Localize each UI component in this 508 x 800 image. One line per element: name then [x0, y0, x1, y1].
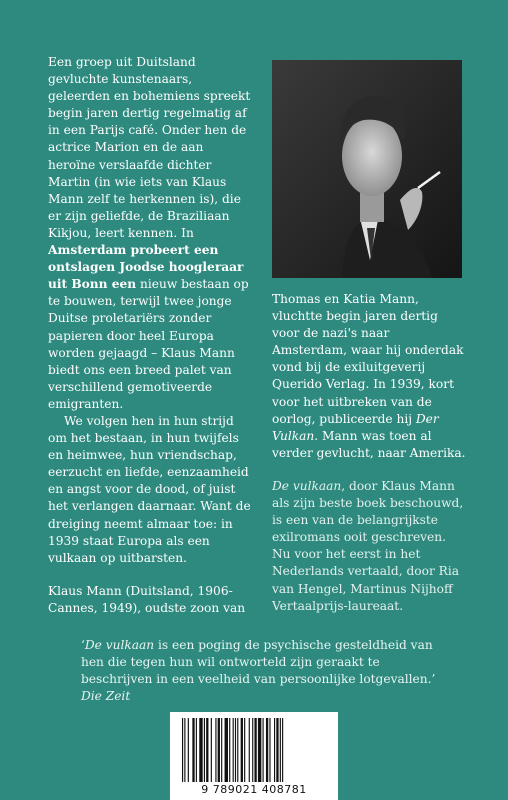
highlighted-text: Amsterdam probeert een ontslagen Joodse hoogleraar uit Bonn een	[48, 243, 244, 292]
barcode-bars	[180, 718, 328, 782]
author-bio-continued: Thomas en Katia Mann, vluchtte begin jaren dertig voor de nazi's naar Amsterdam, waar hij onderdak vond bij de exiluitgeverij Querido Verlag. In 1939, kort voor het uitbreken van de oorlog, publiceerde hij Der Vulkan. Mann was toen al verder gevlucht, naar Amerika.	[272, 292, 466, 460]
book-praise: De vulkaan, door Klaus Mann als zijn beste boek beschouwd, is een van de belangrijkste exilromans ooit geschreven. Nu voor het eerst in het Nederlands vertaald, door Ria van Hengel, Martinus Nijhoff Vertaalprijs-laureaat.	[272, 478, 464, 613]
quote-source: Die Zeit	[81, 689, 131, 704]
press-quote: ‘De vulkaan is een poging de psychische gesteldheid van hen die tegen hun wil ontworteld zijn geraakt te beschrijven in een veelheid van persoonlijke lotgevallen.’ Die Zeit	[81, 638, 436, 704]
back-cover-blurb	[48, 54, 253, 617]
author-bio	[272, 291, 468, 615]
isbn-digits: 9 789021 408781	[201, 783, 307, 796]
blurb-paragraph-2: We volgen hen in hun strijd om het bestaan, in hun twijfels en heimwee, hun vriendschap, eerzucht en liefde, eenzaamheid en angst voor de dood, of juist het verlangen daarnaar. Want de dreiging neemt almaar toe: in 1939 staat Europa als een vulkaan op uitbarsten.	[48, 413, 251, 565]
author-bio-start: Klaus Mann (Duitsland, 1906-Cannes, 1949), oudste zoon van	[48, 583, 246, 615]
isbn-barcode	[170, 712, 338, 800]
author-photo	[272, 60, 462, 278]
blurb-paragraph-1: Een groep uit Duitsland gevluchte kunstenaars, geleerden en bohemiens spreekt begin jaren dertig regelmatig af in een Parijs café. Onder hen de actrice Marion en de aan heroïne verslaafde dichter Martin (in wie iets van Klaus Mann zelf te herkennen is), die er zijn geliefde, de Braziliaan Kikjou, leert kennen. In Amsterdam probeert een ontslagen Joodse hoogleraar uit Bonn een nieuw bestaan op te bouwen, terwijl twee jonge Duitse proletariërs zonder papieren door heel Europa worden gejaagd – Klaus Mann biedt ons een breed palet van verschillend gemotiveerde emigranten.	[48, 55, 251, 411]
